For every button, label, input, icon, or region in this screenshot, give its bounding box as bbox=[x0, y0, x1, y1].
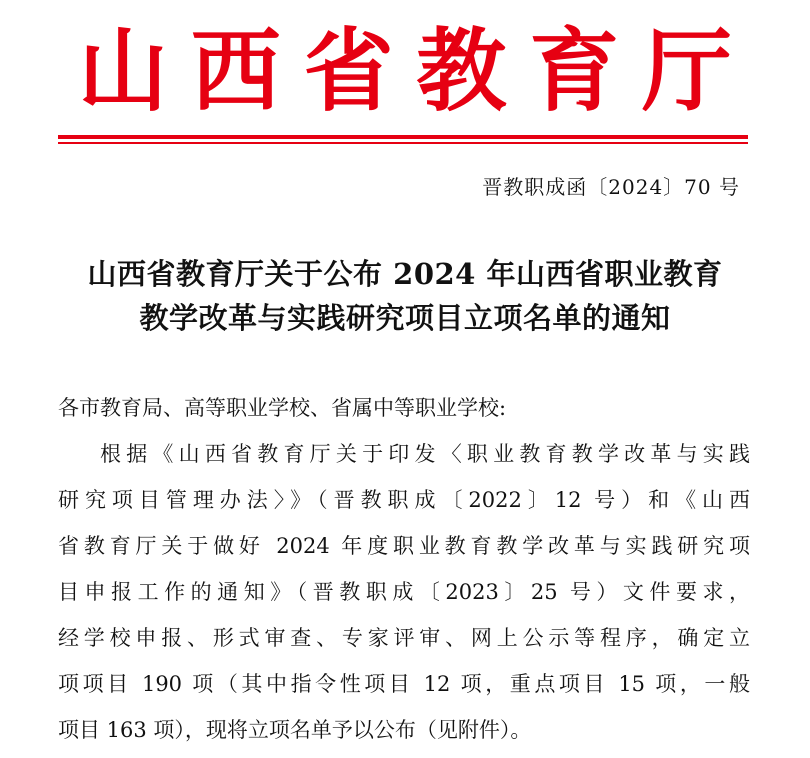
body-line: 经学校申报、形式审查、专家评审、网上公示等程序，确定立 bbox=[58, 626, 750, 650]
body-line: 项项目 190 项（其中指令性项目 12 项，重点项目 15 项，一般 bbox=[58, 672, 750, 696]
body-line: 省教育厅关于做好 2024 年度职业教育教学改革与实践研究项 bbox=[58, 534, 750, 558]
title-line: 教学改革与实践研究项目立项名单的通知 bbox=[139, 301, 671, 335]
body-line: 研究项目管理办法〉》（晋教职成〔2022〕12 号）和《山西 bbox=[58, 488, 750, 512]
masthead-char: 西 bbox=[190, 19, 281, 124]
body-line: 根据《山西省教育厅关于印发〈职业教育教学改革与实践 bbox=[100, 442, 750, 466]
masthead-char: 山 bbox=[78, 19, 168, 124]
salutation: 各市教育局、高等职业学校、省属中等职业学校: bbox=[58, 396, 507, 420]
masthead-char: 教 bbox=[416, 19, 507, 124]
masthead-rule-thin bbox=[58, 142, 748, 144]
masthead-char: 省 bbox=[303, 19, 394, 124]
body-paragraph bbox=[58, 436, 750, 758]
body-line: 目申报工作的通知》（晋教职成〔2023〕25 号）文件要求， bbox=[58, 580, 750, 604]
document-title bbox=[40, 252, 770, 340]
masthead bbox=[0, 19, 810, 124]
body-line: 项目 163 项），现将立项名单予以公布（见附件）。 bbox=[58, 718, 532, 742]
masthead-char: 育 bbox=[529, 19, 620, 124]
masthead-char: 厅 bbox=[641, 19, 732, 124]
masthead-rule-thick bbox=[58, 135, 748, 139]
document-number: 晋教职成函〔2024〕70 号 bbox=[482, 175, 740, 199]
title-line: 山西省教育厅关于公布 2024 年山西省职业教育 bbox=[87, 257, 723, 291]
